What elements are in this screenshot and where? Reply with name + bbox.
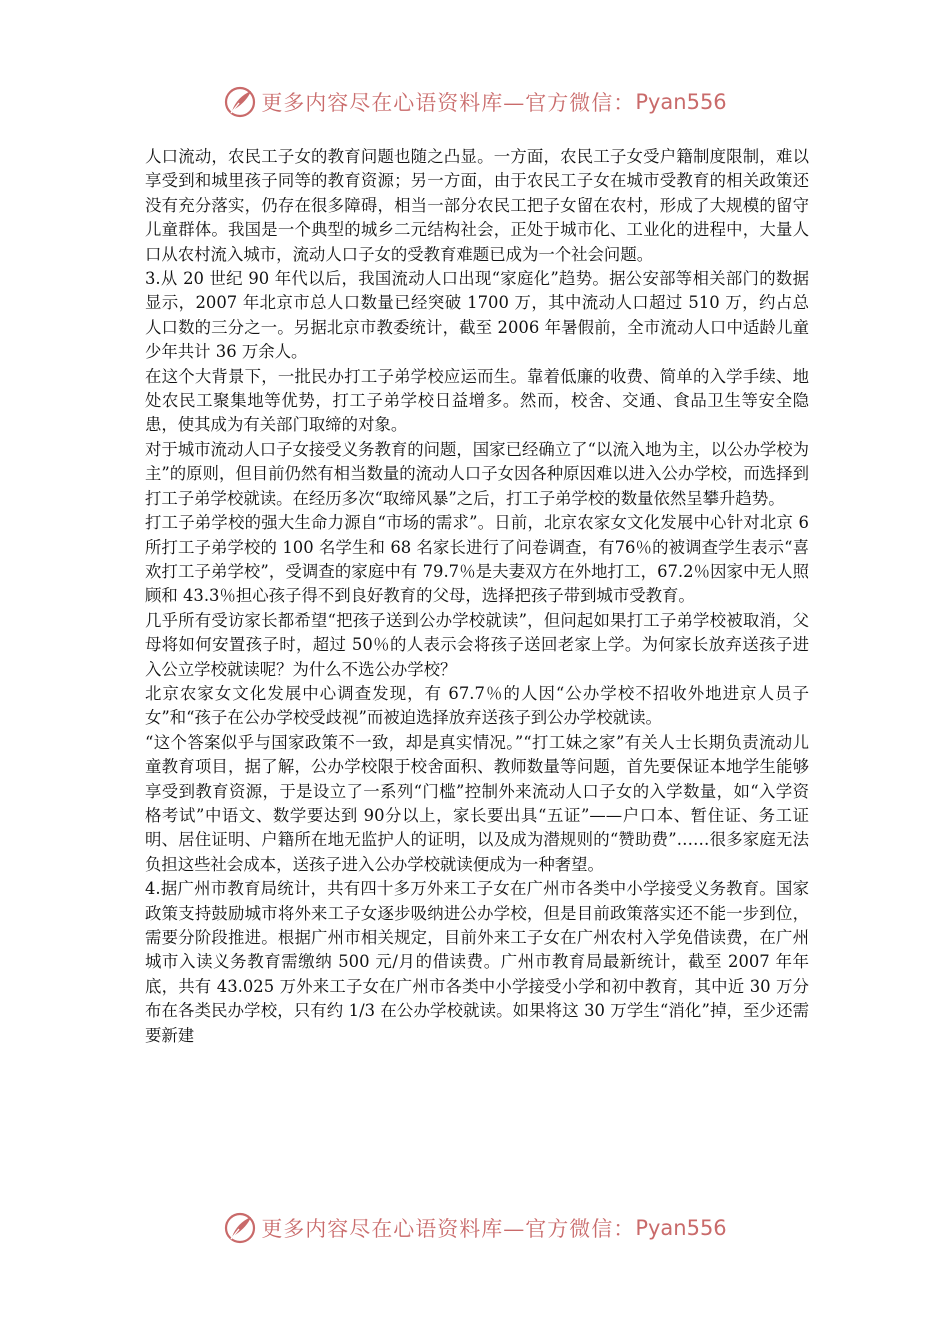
paragraph: 人口流动，农民工子女的教育问题也随之凸显。一方面，农民工子女受户籍制度限制，难以享受到和城里孩子同等的教育资源；另一方面，由于农民工子女在城市受教育的相关政策还没有充分落实，仍存在很多障碍，相当一部分农民工把子女留在农村，形成了大规模的留守儿童群体。我国是一个典型的城乡二元结构社会，正处于城市化、工业化的进程中，大量人口从农村流入城市，流动人口子女的受教育难题已成为一个社会问题。 xyxy=(145,147,809,264)
banner-text: 更多内容尽在心语资料库—官方微信： xyxy=(261,91,636,115)
paragraph: 几乎所有受访家长都希望“把孩子送到公办学校就读”，但问起如果打工子弟学校被取消，父母将如何安置孩子时，超过 50％的人表示会将孩子送回老家上学。为何家长放弃送孩子进入公立学校就读呢？为什么不选公办学校？ xyxy=(145,610,809,679)
paragraph: 北京农家女文化发展中心调查发现，有 67.7％的人因“公办学校不招收外地进京人员子女”和“孩子在公办学校受歧视”而被迫选择放弃送孩子到公办学校就读。 xyxy=(145,683,809,728)
paragraph: 打工子弟学校的强大生命力源自“市场的需求”。日前，北京农家女文化发展中心针对北京 6 所打工子弟学校的 100 名学生和 68 名家长进行了问卷调查，有76％的被调查学生表示“喜欢打工子弟学校”，受调查的家庭中有 79.7％是夫妻双方在外地打工，67.2％因家中无人照顾和 43.3％担心孩子得不到良好教育的父母，选择把孩子带到城市受教育。 xyxy=(145,513,809,606)
feather-pen-logo-icon xyxy=(223,1211,257,1245)
banner-text: 更多内容尽在心语资料库—官方微信： xyxy=(261,1217,636,1241)
banner-wechat-id: Pyan556 xyxy=(635,1216,727,1240)
paragraph: 4.据广州市教育局统计，共有四十多万外来工子女在广州市各类中小学接受义务教育。国家政策支持鼓励城市将外来工子女逐步吸纳进公办学校，但是目前政策落实还不能一步到位，需要分阶段推进。根据广州市相关规定，目前外来工子女在广州农村入学免借读费，在广州城市入读义务教育需缴纳 500 元/月的借读费。广州市教育局最新统计，截至 2007 年年底，共有 43.025 万外来工子女在广州市各类中小学接受小学和初中教育，其中近 30 万分布在各类民办学校，只有约 1/3 在公办学校就读。如果将这 30 万学生“消化”掉，至少还需要新建 xyxy=(145,879,809,1045)
footer-banner xyxy=(0,1206,950,1250)
feather-pen-logo-icon xyxy=(223,85,257,119)
paragraph: 在这个大背景下，一批民办打工子弟学校应运而生。靠着低廉的收费、简单的入学手续、地处农民工聚集地等优势，打工子弟学校日益增多。然而，校舍、交通、食品卫生等安全隐患，使其成为有关部门取缔的对象。 xyxy=(145,366,809,435)
paragraph: 3.从 20 世纪 90 年代以后，我国流动人口出现“家庭化”趋势。据公安部等相关部门的数据显示，2007 年北京市总人口数量已经突破 1700 万，其中流动人口超过 510 万，约占总人口数的三分之一。另据北京市教委统计，截至 2006 年暑假前，全市流动人口中适龄儿童少年共计 36 万余人。 xyxy=(145,269,809,362)
header-banner xyxy=(0,80,950,124)
banner-wechat-id: Pyan556 xyxy=(635,90,727,114)
paragraph: 对于城市流动人口子女接受义务教育的问题，国家已经确立了“以流入地为主，以公办学校为主”的原则，但目前仍然有相当数量的流动人口子女因各种原因难以进入公办学校，而选择到打工子弟学校就读。在经历多次“取缔风暴”之后，打工子弟学校的数量依然呈攀升趋势。 xyxy=(145,439,810,508)
document-body xyxy=(145,145,809,1048)
paragraph: “这个答案似乎与国家政策不一致，却是真实情况。”“打工妹之家”有关人士长期负责流动儿童教育项目，据了解，公办学校限于校舍面积、教师数量等问题，首先要保证本地学生能够享受到教育资源，于是设立了一系列“门槛”控制外来流动人口子女的入学数量，如“入学资格考试”中语文、数学要达到 90分以上，家长要出具“五证”——户口本、暂住证、务工证明、居住证明、户籍所在地无监护人的证明，以及成为潜规则的“赞助费”……很多家庭无法负担这些社会成本，送孩子进入公办学校就读便成为一种奢望。 xyxy=(145,732,809,874)
